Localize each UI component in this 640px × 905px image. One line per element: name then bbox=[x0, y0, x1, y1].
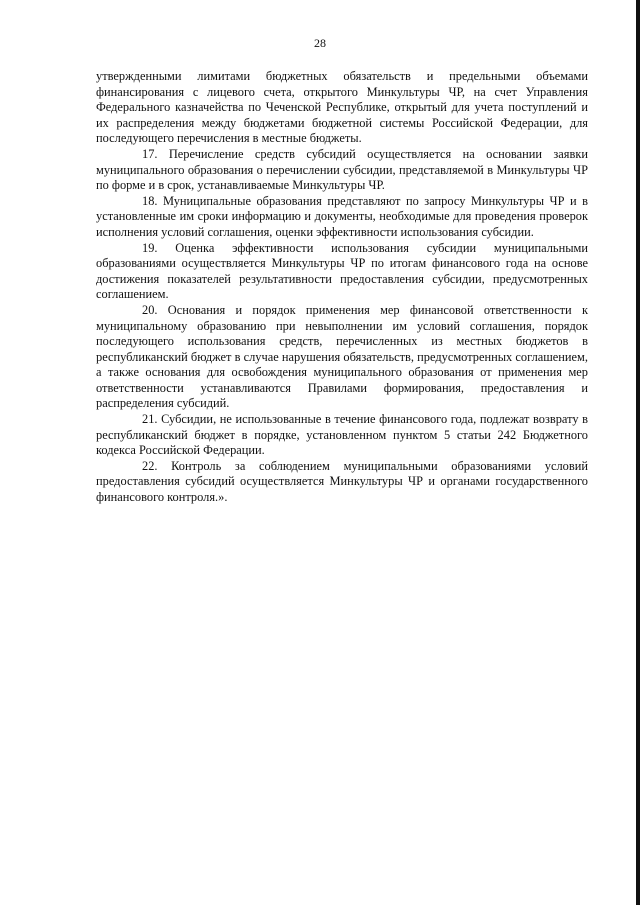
scan-edge-border bbox=[636, 0, 640, 905]
paragraph-20: 20. Основания и порядок применения мер финансовой ответственности к муниципальному образованию при невыполнении им условий соглашения, порядок последующего использования средств, перечисленных из местных бюджетов в республиканский бюджет в случае нарушения обязательств, предусмотренных соглашением, а также основания для освобождения муниципального образования от применения мер ответственности устанавливаются Правилами формирования, предоставления и распределения субсидий. bbox=[96, 302, 588, 411]
paragraph-18: 18. Муниципальные образования представляют по запросу Минкультуры ЧР и в установленные им сроки информацию и документы, необходимые для проведения проверок исполнения условий соглашения, оценки эффективности использования субсидии. bbox=[96, 193, 588, 239]
paragraph-22: 22. Контроль за соблюдением муниципальными образованиями условий предоставления субсидий осуществляется Минкультуры ЧР и органами государственного финансового контроля.». bbox=[96, 458, 588, 505]
document-body bbox=[96, 69, 588, 506]
page-number: 28 bbox=[314, 36, 326, 50]
paragraph-19: 19. Оценка эффективности использования субсидии муниципальными образованиями осуществляется Минкультуры ЧР по итогам финансового года на основе достижения показателей результативности предоставления субсидии, предусмотренных соглашением. bbox=[96, 240, 588, 302]
paragraph-17: 17. Перечисление средств субсидий осуществляется на основании заявки муниципального образования о перечислении субсидии, представляемой в Минкультуры ЧР по форме и в срок, устанавливаемые Минкультуры ЧР. bbox=[96, 146, 588, 193]
paragraph-continuation: утвержденными лимитами бюджетных обязательств и предельными объемами финансирования с лицевого счета, открытого Минкультуры ЧР, на счет Управления Федерального казначейства по Чеченской Республике, открытый для учета поступлений и их распределения между бюджетами бюджетной системы Российской Федерации, для последующего перечисления в местные бюджеты. bbox=[96, 69, 588, 146]
paragraph-21: 21. Субсидии, не использованные в течение финансового года, подлежат возврату в республиканский бюджет в порядке, установленном пунктом 5 статьи 242 Бюджетного кодекса Российской Федерации. bbox=[96, 412, 588, 458]
